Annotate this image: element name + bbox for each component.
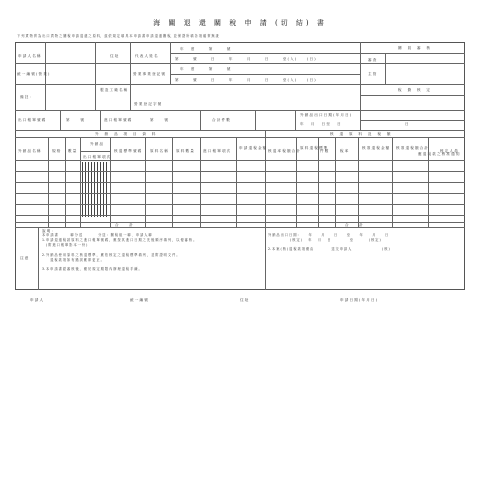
customs-review-heading: 關 員 審 核 (398, 46, 431, 50)
rule-sub-4 (360, 95, 465, 96)
rule-v-h4 (170, 42, 171, 84)
header-row1-a: 年 度 第 號 (180, 47, 231, 51)
export-decl-label: 出 口 報 單 號 碼 (18, 118, 46, 122)
rule-sub-1 (170, 53, 360, 54)
rule-header-1 (15, 63, 465, 64)
address-label: 住 址 (110, 54, 119, 58)
form-instruction: 下 列 貨 物 實 為 出 口 貨 物 之 關 稅 申 請 退 還 之 原 料， 茲 依 規 定 填 具 本 申 請 書 申 請 退 還 關 稅，並 保 證 所 填 各 項 確 實 無 訛 (17, 34, 219, 38)
rule-v-r4-1 (60, 110, 61, 130)
table-group-left: 外 銷 品 項 目 資 料 (95, 132, 156, 136)
form-title: 海 關 退 還 關 稅 申 請 (切 結) 書 (153, 19, 327, 27)
supervisor-label: 主 管 (368, 72, 377, 76)
col-material-qty: 原 料 數 量 (176, 149, 194, 153)
header-row1-b: 第 號 日 年 月 日 至 ( 入 ) ( 日 ) (175, 57, 316, 61)
table-group-right: 核 退 原 料 及 稅 額 (330, 132, 391, 136)
representative-label: 代 表 人 姓 名 (135, 54, 158, 58)
rule-row-3 (15, 193, 465, 194)
rule-header-4 (15, 130, 465, 131)
col-approver: 核 定 人 員 (440, 149, 458, 153)
notes-heading: 說 明 ： (42, 229, 56, 233)
notes-side-label: 注 意 (20, 256, 29, 260)
export-decl-no: 第 號 (66, 118, 84, 122)
applicant-name-label: 申 請 人 名 稱 (18, 54, 41, 58)
tax-assessment-heading: 稅 費 核 定 (398, 88, 431, 92)
notes-line-1b: ( 附 進 口 報 單 影 本 一 份 ) (46, 243, 88, 247)
notes-right-2: 2. 本 案 ( 核 ) 退 稅 款 項 應 由 送 交 申 請 人 ( 核 ) (268, 247, 390, 251)
notes-right-1: 外 銷 品 出 口 日 期 ： 年 月 日 至 年 月 日 (268, 233, 389, 237)
rule-col-sub (80, 151, 110, 152)
rule-v-h5 (360, 42, 361, 130)
col-import-decl-item: 進 口 報 單 項 次 (203, 149, 231, 153)
rule-sub-2 (170, 74, 360, 75)
rule-v-h1 (45, 42, 46, 110)
rule-row-1 (15, 171, 465, 172)
rule-v-group-split (265, 130, 266, 227)
import-decl-label: 進 口 報 單 號 碼 (104, 118, 132, 122)
footer-address: 住 址 (240, 298, 249, 302)
remarks-label: 備 註 ： (20, 95, 34, 99)
col-material-std: 原 料 退 稅 標 準 (300, 146, 328, 150)
rule-v-r4-5 (295, 110, 296, 130)
rule-v-h2 (95, 42, 96, 84)
footer-date: 申 請 日 期 ( 年 月 日 ) (340, 298, 378, 302)
notes-line-2: 2. 外 銷 品 使 用 原 料 之 核 退 標 準 ， 應 依 核 定 之 退 稅 標 準 填 列 ， 並 附 證 明 文 件 。 (42, 253, 180, 257)
header-row2-b: 第 號 日 年 月 日 至 ( 入 ) ( 日 ) (175, 78, 316, 82)
footer-tax-id: 統 一 編 號 (130, 298, 148, 302)
col-tax-rate: 稅 率 (340, 149, 349, 153)
rule-table-end (15, 227, 465, 228)
rule-header-2 (15, 84, 465, 85)
rule-v-r4-2 (100, 110, 101, 130)
rule-row-5 (15, 215, 465, 216)
rule-header-3 (15, 110, 465, 111)
footer-applicant: 申 請 人 (30, 298, 44, 302)
rule-row-total (15, 222, 465, 223)
notes-line-0: 本 申 請 書 聯 分 送 分 送 ： 關 稅 組 一 聯 、 申 請 人 聯 (42, 233, 152, 237)
factory-name-label: 製 造 工 廠 名 稱 (100, 88, 128, 92)
total-right: 合 計 (345, 223, 363, 227)
notes-line-3: 3. 本 申 請 書 經 審 核 後 ， 應 於 規 定 期 限 內 辦 理 退 稅 手 續 。 (42, 267, 142, 271)
notes-line-2b: 退 稅 款 項 如 有 錯 誤 應 即 更 正 。 (46, 258, 104, 262)
col-material-name: 原 料 名 稱 (150, 149, 168, 153)
export-date-label: 外 銷 品 出 口 日 期 ( 年 月 日 ) (300, 113, 352, 117)
rule-v-h3 (130, 42, 131, 110)
col-quantity: 數 量 (68, 149, 77, 153)
rule-table-group (15, 137, 465, 138)
rule-row-4 (15, 204, 465, 205)
export-date-day: 日 (405, 122, 409, 126)
rule-v-notes-left (38, 227, 39, 290)
tax-id-label: 統 一 編 號 ( 營 業 ) (17, 72, 50, 76)
col-approved-total: 核 准 退 稅 額 合 計 (396, 146, 429, 150)
notes-line-1: 1. 申 請 退 還 稅 款 原 料 之 進 口 報 單 號 碼 ， 應 按 其 進 口 日 期 之 先 後 順 序 填 列 ， 以 便 審 核 。 (42, 238, 197, 242)
business-reg-label: 營 業 事 業 登 記 號 (133, 72, 166, 76)
col-pieces: 件 數 (320, 149, 329, 153)
import-decl-no: 第 號 (150, 118, 168, 122)
rule-v-r4-3 (200, 110, 201, 130)
col-spec: 規 格 (52, 149, 61, 153)
rule-v-notes-split (265, 227, 266, 290)
col-refund-amount: 申 請 退 稅 金 額 (239, 146, 267, 150)
rule-sub-5 (360, 120, 465, 121)
rule-v-h7 (95, 84, 96, 110)
col-refund-std-no: 核 退 標 準 號 碼 (114, 149, 142, 153)
rule-v-r4-4 (255, 110, 256, 130)
export-date-range: 年 月 日 至 日 (300, 122, 341, 126)
col-product-name: 外 銷 品 名 稱 (18, 149, 41, 153)
col-approved-amount: 核 准 退 稅 金 額 (362, 146, 390, 150)
rule-col-header (15, 160, 465, 161)
col-export-decl-item: 出 口 報 單 項 次 (83, 155, 111, 159)
col-approval-notice: 應 退 稅 款 之 核 准 通 知 (418, 152, 460, 156)
total-pieces-label: 合 計 件 數 (212, 118, 230, 122)
col-refund-total: 核 退 率 稅 額 合 計 (268, 149, 301, 153)
review-label: 審 查 (368, 58, 377, 62)
rule-v-h6 (385, 53, 386, 84)
header-row2-a: 年 度 第 號 (180, 67, 231, 71)
notes-right-1b: ( 核 定 ) 年 月 日 至 ( 核 定 ) (290, 238, 381, 242)
rule-row-2 (15, 182, 465, 183)
factory-reg-label: 營 業 登 記 字 號 (134, 102, 162, 106)
total-left: 合 計 (115, 223, 133, 227)
col-export-product: 外 銷 品 (90, 142, 104, 146)
rule-sub-3 (360, 53, 465, 54)
